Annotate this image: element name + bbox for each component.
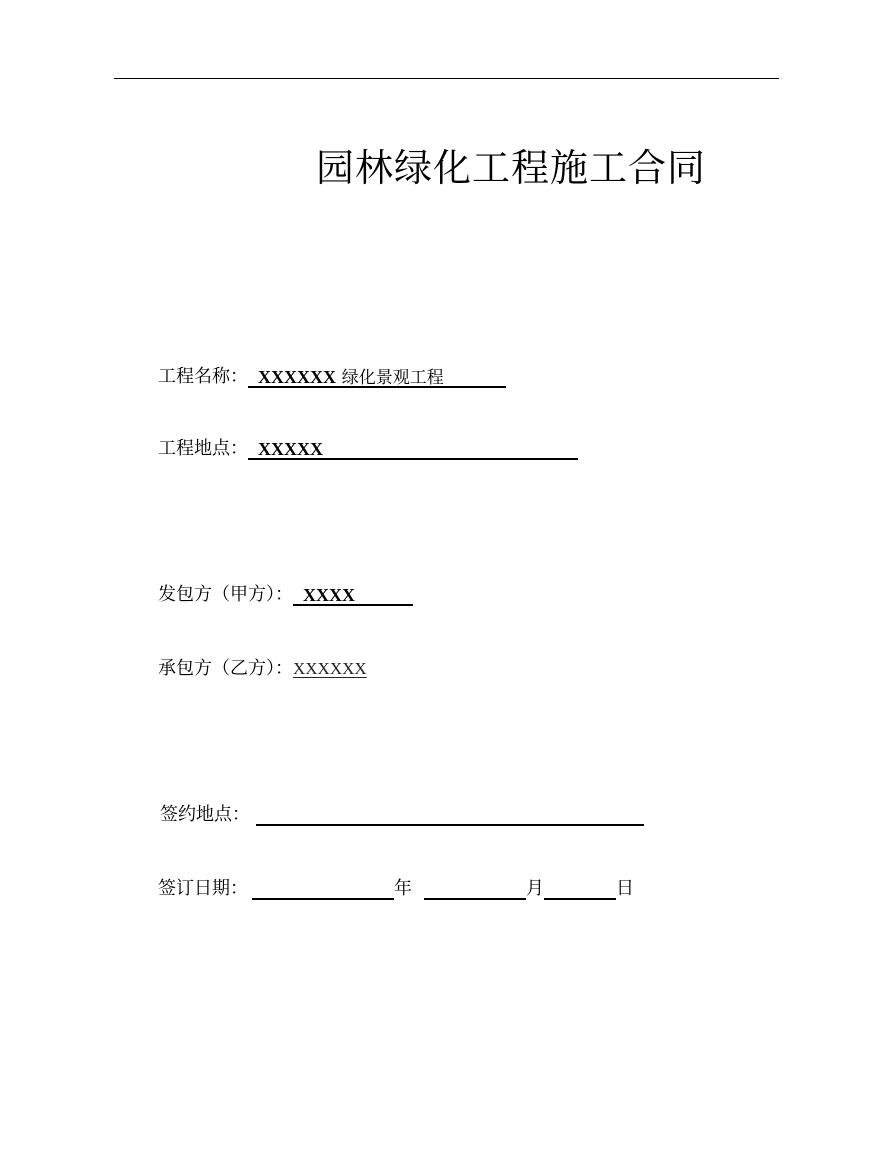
party-a-label: 发包方（甲方）： (158, 584, 293, 605)
year-unit: 年 (394, 878, 412, 899)
party-a-row (158, 576, 413, 606)
project-name-value-cjk: 绿化景观工程 (341, 368, 444, 388)
project-name-field[interactable] (248, 366, 506, 388)
signing-date-row (158, 870, 634, 900)
signing-month-field[interactable] (424, 878, 526, 900)
signing-day-field[interactable] (544, 878, 616, 900)
project-location-row (158, 430, 578, 460)
project-name-row (158, 358, 506, 388)
project-location-label: 工程地点： (158, 438, 248, 459)
document-title: 园林绿化工程施工合同 (316, 146, 707, 190)
month-unit: 月 (526, 878, 544, 899)
signing-place-field[interactable] (256, 804, 644, 826)
signing-date-label: 签订日期： (158, 878, 248, 899)
party-b-row (158, 650, 367, 680)
project-location-value: XXXXX (258, 439, 323, 459)
party-a-field[interactable] (293, 584, 413, 606)
party-a-value: XXXX (303, 585, 355, 605)
party-b-value[interactable]: XXXXXX (293, 659, 367, 678)
header-rule (114, 78, 779, 79)
day-unit: 日 (616, 878, 634, 899)
party-b-label: 承包方（乙方）： (158, 658, 293, 679)
project-name-value-latin: XXXXXX (258, 367, 336, 387)
signing-place-row (160, 796, 644, 826)
signing-place-label: 签约地点： (160, 804, 250, 825)
signing-year-field[interactable] (252, 878, 394, 900)
project-location-field[interactable] (248, 438, 578, 460)
project-name-label: 工程名称： (158, 366, 248, 387)
